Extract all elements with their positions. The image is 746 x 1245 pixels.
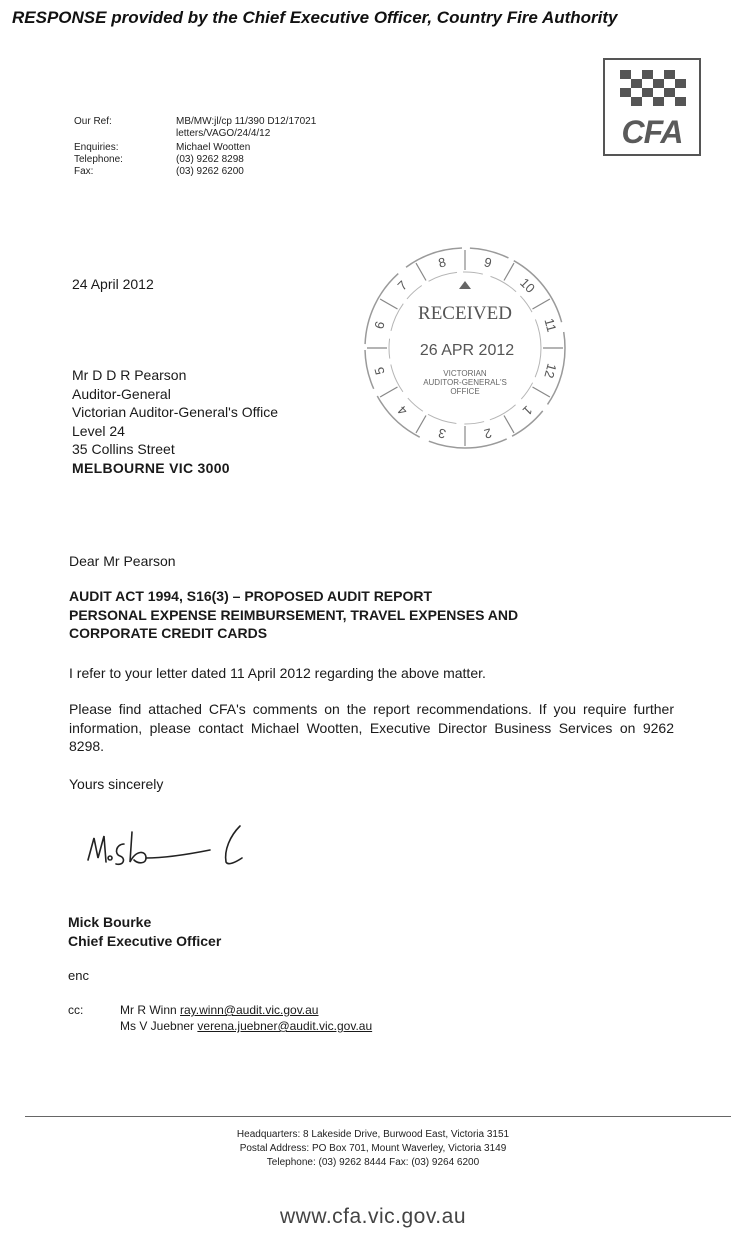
letter-date: 24 April 2012 — [72, 276, 154, 292]
recipient-name: Mr D D R Pearson — [72, 367, 187, 383]
stamp-dial-label: 7 — [394, 277, 411, 294]
stamp-dial-label: 12 — [541, 362, 560, 380]
subject-line-3: CORPORATE CREDIT CARDS — [69, 625, 268, 641]
stamp-dial-tick — [533, 387, 550, 397]
fax-value: (03) 9262 6200 — [176, 166, 244, 177]
footer-phone: Telephone: (03) 9262 8444 Fax: (03) 9264 6200 — [266, 1157, 480, 1168]
stamp-org-line1: VICTORIAN — [443, 369, 487, 378]
paragraph-1: I refer to your letter dated 11 April 2012 regarding the above matter. — [69, 665, 486, 681]
footer-divider — [25, 1116, 731, 1117]
subject-heading — [69, 587, 518, 643]
stamp-dial-tick — [533, 299, 550, 309]
stamp-dial-label: 5 — [371, 365, 388, 377]
telephone-value: (03) 9262 8298 — [176, 154, 244, 165]
stamp-org-line3: OFFICE — [450, 387, 480, 396]
signatory — [68, 913, 221, 951]
stamp-received: RECEIVED — [418, 303, 512, 324]
stamp-dial-label: 1 — [519, 402, 536, 419]
signature — [80, 810, 260, 880]
stamp-dial-label: 8 — [436, 254, 448, 271]
subject-line-1: AUDIT ACT 1994, S16(3) – PROPOSED AUDIT REPORT — [69, 588, 433, 604]
signatory-title: Chief Executive Officer — [68, 933, 222, 949]
crown-icon — [459, 281, 471, 289]
recipient-level: Level 24 — [72, 422, 125, 439]
stamp-dial-tick — [416, 416, 426, 433]
cc-person-1: Mr R Winn — [120, 1003, 177, 1017]
our-ref-value: MB/MW:jl/cp 11/390 D12/17021 — [176, 116, 317, 127]
subject-line-2: PERSONAL EXPENSE REIMBURSEMENT, TRAVEL EXPENSES AND — [69, 606, 519, 623]
stamp-dial-label: 4 — [394, 402, 411, 419]
stamp-dial-tick — [504, 416, 514, 433]
checkerboard-icon — [620, 70, 686, 106]
footer-postal: Postal Address: PO Box 701, Mount Waverley, Victoria 3149 — [239, 1143, 507, 1154]
stamp-dial-label: 2 — [482, 425, 494, 442]
cc-line-2 — [120, 1018, 372, 1035]
stamp-dial-tick — [380, 299, 397, 309]
cc-person-2: Ms V Juebner — [120, 1019, 195, 1033]
stamp-dial-label: 6 — [371, 319, 388, 331]
stamp-dial-tick — [380, 387, 397, 397]
cc-email-2[interactable]: verena.juebner@audit.vic.gov.au — [197, 1019, 373, 1033]
cc-email-1[interactable]: ray.winn@audit.vic.gov.au — [180, 1003, 319, 1017]
our-ref-value-2: letters/VAGO/24/4/12 — [176, 128, 271, 139]
fax-label: Fax: — [74, 166, 94, 177]
cc-label: cc: — [68, 1003, 84, 1017]
stamp-dial-label: 9 — [482, 254, 494, 271]
recipient-title: Auditor-General — [72, 385, 171, 402]
stamp-dial-label: 11 — [541, 316, 560, 334]
recipient-street: 35 Collins Street — [72, 441, 175, 457]
received-stamp — [360, 243, 570, 453]
telephone-label: Telephone: — [74, 154, 123, 165]
salutation: Dear Mr Pearson — [69, 553, 176, 569]
stamp-dial-tick — [504, 263, 514, 280]
stamp-date: 26 APR 2012 — [419, 342, 515, 359]
stamp-org-line2: AUDITOR-GENERAL'S — [423, 378, 507, 387]
footer-website[interactable]: www.cfa.vic.gov.au — [279, 1205, 466, 1228]
enquiries-value: Michael Wootten — [176, 142, 251, 153]
paragraph-2: Please find attached CFA's comments on the report recommendations. If you require further information, please contact Michael Wootten, Executive Director Business Services on 9262 8298. — [69, 701, 674, 754]
page-title: RESPONSE provided by the Chief Executive Officer, Country Fire Authority — [12, 8, 618, 27]
enquiries-label: Enquiries: — [74, 142, 119, 153]
cc-line-1 — [120, 1002, 318, 1019]
recipient-city: MELBOURNE VIC 3000 — [72, 459, 230, 476]
recipient-office: Victorian Auditor-General's Office — [72, 404, 279, 420]
logo-text: CFA — [621, 114, 683, 150]
cfa-logo — [603, 58, 701, 156]
closing: Yours sincerely — [69, 776, 164, 792]
stamp-dial-label: 3 — [436, 425, 448, 442]
stamp-dial-label: 10 — [517, 275, 538, 296]
signatory-name: Mick Bourke — [68, 914, 152, 930]
footer-headquarters: Headquarters: 8 Lakeside Drive, Burwood East, Victoria 3151 — [236, 1129, 510, 1140]
enclosure: enc — [68, 968, 89, 983]
stamp-dial-tick — [416, 263, 426, 280]
our-ref-label: Our Ref: — [74, 116, 112, 127]
